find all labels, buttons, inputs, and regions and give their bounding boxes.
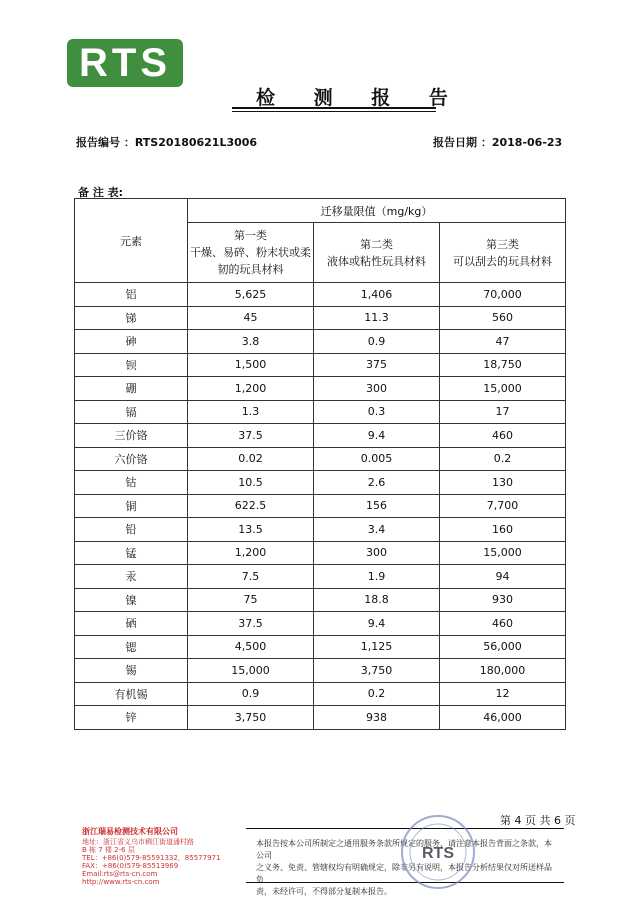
limit-cell-c2: 9.4 [314,612,440,636]
limit-cell-c2: 156 [314,494,440,518]
limit-cell-c2: 3,750 [314,659,440,683]
limit-cell-c1: 45 [188,306,314,330]
limit-cell-c3: 46,000 [440,706,566,730]
limit-cell-c3: 7,700 [440,494,566,518]
table-row [75,588,566,612]
limit-cell-c3: 0.2 [440,447,566,471]
document-title: 检 测 报 告 [256,87,464,109]
limit-cell-c3: 15,000 [440,377,566,401]
cat1-line3: 韧的玩具材料 [217,263,284,276]
cat1-line1: 第一类 [234,229,267,242]
disclaimer-line-2: 之义务、免责、管辖权均有明确规定，除非另有说明，本报告分析结果仅对所送样品负 [256,863,552,884]
table-row [75,565,566,589]
table-row [75,306,566,330]
migration-limits-table [74,198,566,730]
page-number: 第 4 页 共 6 页 [500,814,576,827]
company-fax: FAX：+86(0)579-85513969 [82,862,179,870]
limit-cell-c3: 560 [440,306,566,330]
header-element: 元素 [75,199,188,283]
table-row [75,283,566,307]
element-cell: 钡 [75,353,188,377]
report-number: 报告编号 ：RTS20180621L3006 [76,136,258,149]
limit-cell-c1: 5,625 [188,283,314,307]
limit-cell-c3: 56,000 [440,635,566,659]
report-date: 报告日期 ：2018-06-23 [433,136,563,149]
company-seal-stamp [398,812,478,892]
table-row [75,353,566,377]
table-row [75,635,566,659]
limit-cell-c3: 94 [440,565,566,589]
company-address-2: B 栋 7 楼 2-6 层 [82,846,135,854]
element-cell: 三价铬 [75,424,188,448]
table-row [75,471,566,495]
limit-cell-c2: 375 [314,353,440,377]
element-cell: 锰 [75,541,188,565]
limit-cell-c3: 130 [440,471,566,495]
limit-cell-c2: 0.2 [314,682,440,706]
element-cell: 硼 [75,377,188,401]
limit-cell-c3: 70,000 [440,283,566,307]
limit-cell-c2: 0.9 [314,330,440,354]
limit-cell-c2: 1.9 [314,565,440,589]
element-cell: 钴 [75,471,188,495]
limit-cell-c1: 1,500 [188,353,314,377]
limit-cell-c2: 1,125 [314,635,440,659]
limit-cell-c2: 9.4 [314,424,440,448]
limit-cell-c1: 3.8 [188,330,314,354]
svg-text:RTS: RTS [422,845,454,862]
disclaimer-line-3: 责，未经许可，不得部分复制本报告。 [256,887,392,896]
limit-cell-c1: 37.5 [188,612,314,636]
element-cell: 硒 [75,612,188,636]
limit-cell-c3: 460 [440,612,566,636]
limit-cell-c1: 0.9 [188,682,314,706]
element-cell: 六价铬 [75,447,188,471]
table-row [75,447,566,471]
table-row [75,659,566,683]
limit-cell-c3: 18,750 [440,353,566,377]
element-cell: 镉 [75,400,188,424]
limit-cell-c2: 3.4 [314,518,440,542]
header-category-3 [440,223,566,283]
limit-cell-c1: 1.3 [188,400,314,424]
limit-cell-c3: 47 [440,330,566,354]
limit-cell-c1: 3,750 [188,706,314,730]
table-row [75,377,566,401]
limit-cell-c2: 300 [314,377,440,401]
company-website: http://www.rts-cn.com [82,878,160,886]
company-tel: TEL：+86(0)579-85591332，85577971 [82,854,221,862]
table-row [75,706,566,730]
limit-cell-c3: 180,000 [440,659,566,683]
cat2-line2: 液体或粘性玩具材料 [327,254,426,268]
table-row [75,612,566,636]
header-migration-limit: 迁移量限值（mg/kg） [188,199,566,223]
limit-cell-c1: 7.5 [188,565,314,589]
cat3-line1: 第三类 [486,237,520,251]
limit-cell-c2: 300 [314,541,440,565]
note-label: 备 注 表: [78,186,124,199]
element-cell: 汞 [75,565,188,589]
limit-cell-c2: 1,406 [314,283,440,307]
company-address: 地址：浙江省义乌市稠江街道潘村路 [82,838,194,846]
limit-cell-c1: 15,000 [188,659,314,683]
limit-cell-c3: 460 [440,424,566,448]
title-underline [232,107,436,109]
disclaimer-line-1: 本报告按本公司所制定之通用服务条款所规定的服务，请注意本报告背面之条款，本公司 [256,839,552,860]
header-category-2 [314,223,440,283]
element-cell: 镍 [75,588,188,612]
limit-cell-c1: 0.02 [188,447,314,471]
table-row [75,518,566,542]
table-row [75,682,566,706]
element-cell: 锌 [75,706,188,730]
limit-cell-c1: 4,500 [188,635,314,659]
limit-cell-c1: 75 [188,588,314,612]
company-email: Email:rts@rts-cn.com [82,870,158,878]
cat1-line2: 干燥、易碎、粉末状或柔 [190,246,311,259]
table-row [75,541,566,565]
table-row [75,424,566,448]
limit-cell-c3: 12 [440,682,566,706]
limit-cell-c2: 938 [314,706,440,730]
limit-cell-c3: 930 [440,588,566,612]
limit-cell-c1: 1,200 [188,377,314,401]
limit-cell-c1: 37.5 [188,424,314,448]
company-logo: RTS [67,39,183,87]
limit-cell-c1: 1,200 [188,541,314,565]
company-name: 浙江瑞易检测技术有限公司 [82,827,178,836]
limit-cell-c3: 15,000 [440,541,566,565]
element-cell: 铅 [75,518,188,542]
limit-cell-c2: 0.3 [314,400,440,424]
cat2-line1: 第二类 [360,237,393,251]
cat3-line2: 可以刮去的玩具材料 [453,254,553,268]
table-row [75,330,566,354]
limit-cell-c1: 622.5 [188,494,314,518]
title-underline-thin [232,111,436,112]
limit-cell-c2: 18.8 [314,588,440,612]
element-cell: 有机锡 [75,682,188,706]
table-row [75,400,566,424]
company-info [82,828,242,886]
limit-cell-c2: 2.6 [314,471,440,495]
element-cell: 砷 [75,330,188,354]
limit-cell-c3: 160 [440,518,566,542]
limit-cell-c2: 0.005 [314,447,440,471]
element-cell: 锶 [75,635,188,659]
element-cell: 锡 [75,659,188,683]
element-cell: 锑 [75,306,188,330]
element-cell: 铝 [75,283,188,307]
limit-cell-c2: 11.3 [314,306,440,330]
table-row [75,494,566,518]
limit-cell-c3: 17 [440,400,566,424]
limit-cell-c1: 13.5 [188,518,314,542]
element-cell: 铜 [75,494,188,518]
header-category-1 [188,223,314,283]
limit-cell-c1: 10.5 [188,471,314,495]
